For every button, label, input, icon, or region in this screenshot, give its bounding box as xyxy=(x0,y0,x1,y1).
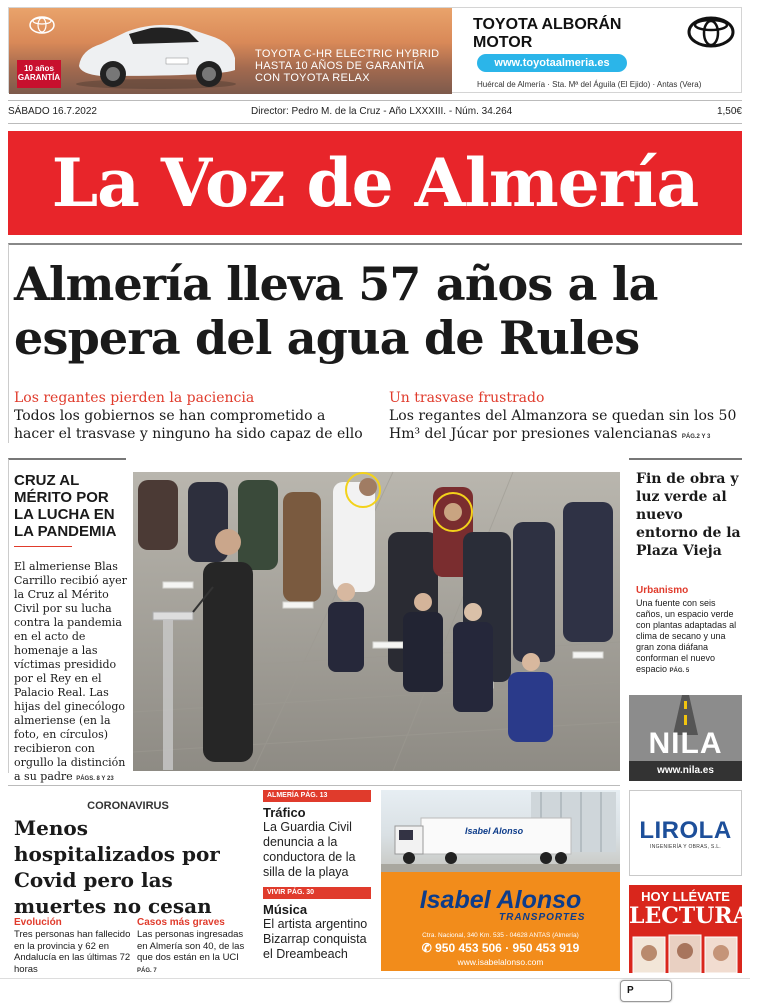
musica-title[interactable]: Música xyxy=(263,902,308,917)
nila-brand: NILA xyxy=(648,727,723,760)
car-icon xyxy=(71,14,241,90)
toyota-url-link[interactable]: www.toyotaalmeria.es xyxy=(477,54,627,72)
cruz-text xyxy=(14,560,128,786)
sub2-text-body: Los regantes del Almanzora se quedan sin los 50 Hm³ del Júcar por presiones valencianas xyxy=(389,408,737,442)
sub2-kicker: Un trasvase frustrado xyxy=(389,390,545,406)
cruz-accent-rule xyxy=(14,546,72,547)
alonso-address: Ctra. Nacional, 340 Km. 535 - 04628 ANTAS (Almería) xyxy=(422,932,579,939)
sub2-page-ref: PÁG.2 Y 3 xyxy=(681,434,711,440)
magazine-covers-icon xyxy=(633,935,738,973)
plaza-kicker: Urbanismo xyxy=(636,585,689,596)
plaza-text xyxy=(636,598,744,677)
evolucion-kicker: Evolución xyxy=(14,917,62,928)
sub2-text[interactable] xyxy=(389,407,739,446)
cruz-headline[interactable]: CRUZ AL MÉRITO POR LA LUCHA EN LA PANDEMIA xyxy=(14,472,117,540)
alonso-url[interactable]: www.isabelalonso.com xyxy=(457,957,544,967)
truck-photo xyxy=(381,790,620,872)
masthead xyxy=(8,131,742,235)
sub1-text[interactable]: Todos los gobiernos se han comprometido a hacer el trasvase y ninguno ha sido capaz de ello xyxy=(14,408,363,442)
trafico-section-tag: ALMERÍA PÁG. 13 xyxy=(263,790,371,802)
director-line: Director: Pedro M. de la Cruz - Año LXXXIII. - Núm. 34.264 xyxy=(251,106,513,117)
plaza-body: Una fuente con seis caños, un espacio verde con plantas adaptadas al clima de secano y una gran zona diáfana conforman el nuevo espacio xyxy=(636,598,737,674)
casos-body: Las personas ingresadas en Almería son 40, de las que dos están en la UCI xyxy=(137,929,245,963)
issue-date: SÁBADO 16.7.2022 xyxy=(8,106,97,117)
lirola-ad[interactable] xyxy=(629,790,742,876)
covid-kicker: CORONAVIRUS xyxy=(87,800,169,812)
lecturas-promo: HOY LLÉVATE xyxy=(641,889,730,904)
toyota-dealer-name: TOYOTA ALBORÁN MOTOR xyxy=(473,16,622,51)
casos-text xyxy=(137,929,255,977)
isabel-alonso-logo: Isabel Alonso xyxy=(419,886,582,914)
musica-text: El artista argentino Bizarrap conquista el Dreambeach xyxy=(263,917,368,961)
plaza-headline[interactable]: Fin de obra y luz verde al nuevo entorno de la Plaza Vieja xyxy=(636,471,741,559)
divider xyxy=(8,785,620,786)
covid-headline[interactable]: Menos hospitalizados por Covid pero las muertes no cesan xyxy=(14,816,220,918)
toyota-logo-small-icon xyxy=(29,16,55,34)
alonso-phone[interactable]: ✆ 950 453 506 · 950 453 919 xyxy=(421,941,580,955)
toyota-ad[interactable] xyxy=(8,7,742,93)
guarantee-badge: 10 años GARANTÍA xyxy=(17,60,61,88)
casos-kicker: Casos más graves xyxy=(137,917,225,928)
trafico-title[interactable]: Tráfico xyxy=(263,805,306,820)
musica-section-tag: VIVIR PÁG. 30 xyxy=(263,887,371,899)
issue-price: 1,50€ xyxy=(716,106,742,117)
nila-ad[interactable] xyxy=(629,695,742,781)
trafico-text: La Guardia Civil denuncia a la conductora de la silla de la playa xyxy=(263,820,356,879)
toyota-addresses: Huércal de Almería · Sta. Mª del Águila (El Ejido) · Antas (Vera) xyxy=(477,80,702,89)
transportes-label: TRANSPORTES xyxy=(499,912,586,923)
nila-url[interactable]: www.nila.es xyxy=(629,761,742,781)
cruz-body: El almeriense Blas Carrillo recibió ayer la Cruz al Mérito Civil por su lucha contra la pandemia en el acto de homenaje a las víctimas presidido por el Rey en el Palacio Real. Las hijas del ginecólogo almeriense (en la foto, en círculos) recibieron con orgullo la distinción a su padre xyxy=(14,560,127,783)
lecturas-brand: LECTURAS xyxy=(629,903,766,929)
lecturas-ad[interactable] xyxy=(629,885,766,973)
casos-page-ref: PÁG. 7 xyxy=(137,967,157,974)
toyota-hybrid-text: TOYOTA C-HR ELECTRIC HYBRID HASTA 10 AÑOS DE GARANTÍA CON TOYOTA RELAX xyxy=(255,48,440,84)
divider xyxy=(0,978,750,979)
toyota-logo-icon xyxy=(687,16,735,48)
cruz-page-ref: PÁGS. 8 Y 23 xyxy=(76,776,114,782)
press-reader-badge[interactable]: P xyxy=(620,980,672,1002)
lirola-brand: LIROLA xyxy=(639,817,732,844)
evolucion-text: Tres personas han fallecido en la provincia y 62 en Andalucía en las últimas 72 horas xyxy=(14,929,131,975)
lead-headline[interactable]: Almería lleva 57 años a la espera del agua de Rules xyxy=(14,257,658,365)
lirola-subtitle: INGENIERÍA Y OBRAS, S.L. xyxy=(650,844,721,850)
plaza-page-ref: PÁG. 5 xyxy=(669,668,690,674)
divider xyxy=(8,100,742,101)
sub1-kicker: Los regantes pierden la paciencia xyxy=(14,390,255,406)
ceremony-photo[interactable] xyxy=(133,472,620,771)
ceremony-photo-image xyxy=(133,472,620,771)
divider xyxy=(8,123,742,124)
toyota-car-photo xyxy=(9,8,452,94)
newspaper-title: La Voz de Almería xyxy=(51,144,699,222)
isabel-alonso-ad[interactable] xyxy=(381,790,620,971)
truck-label: Isabel Alonso xyxy=(465,826,524,836)
